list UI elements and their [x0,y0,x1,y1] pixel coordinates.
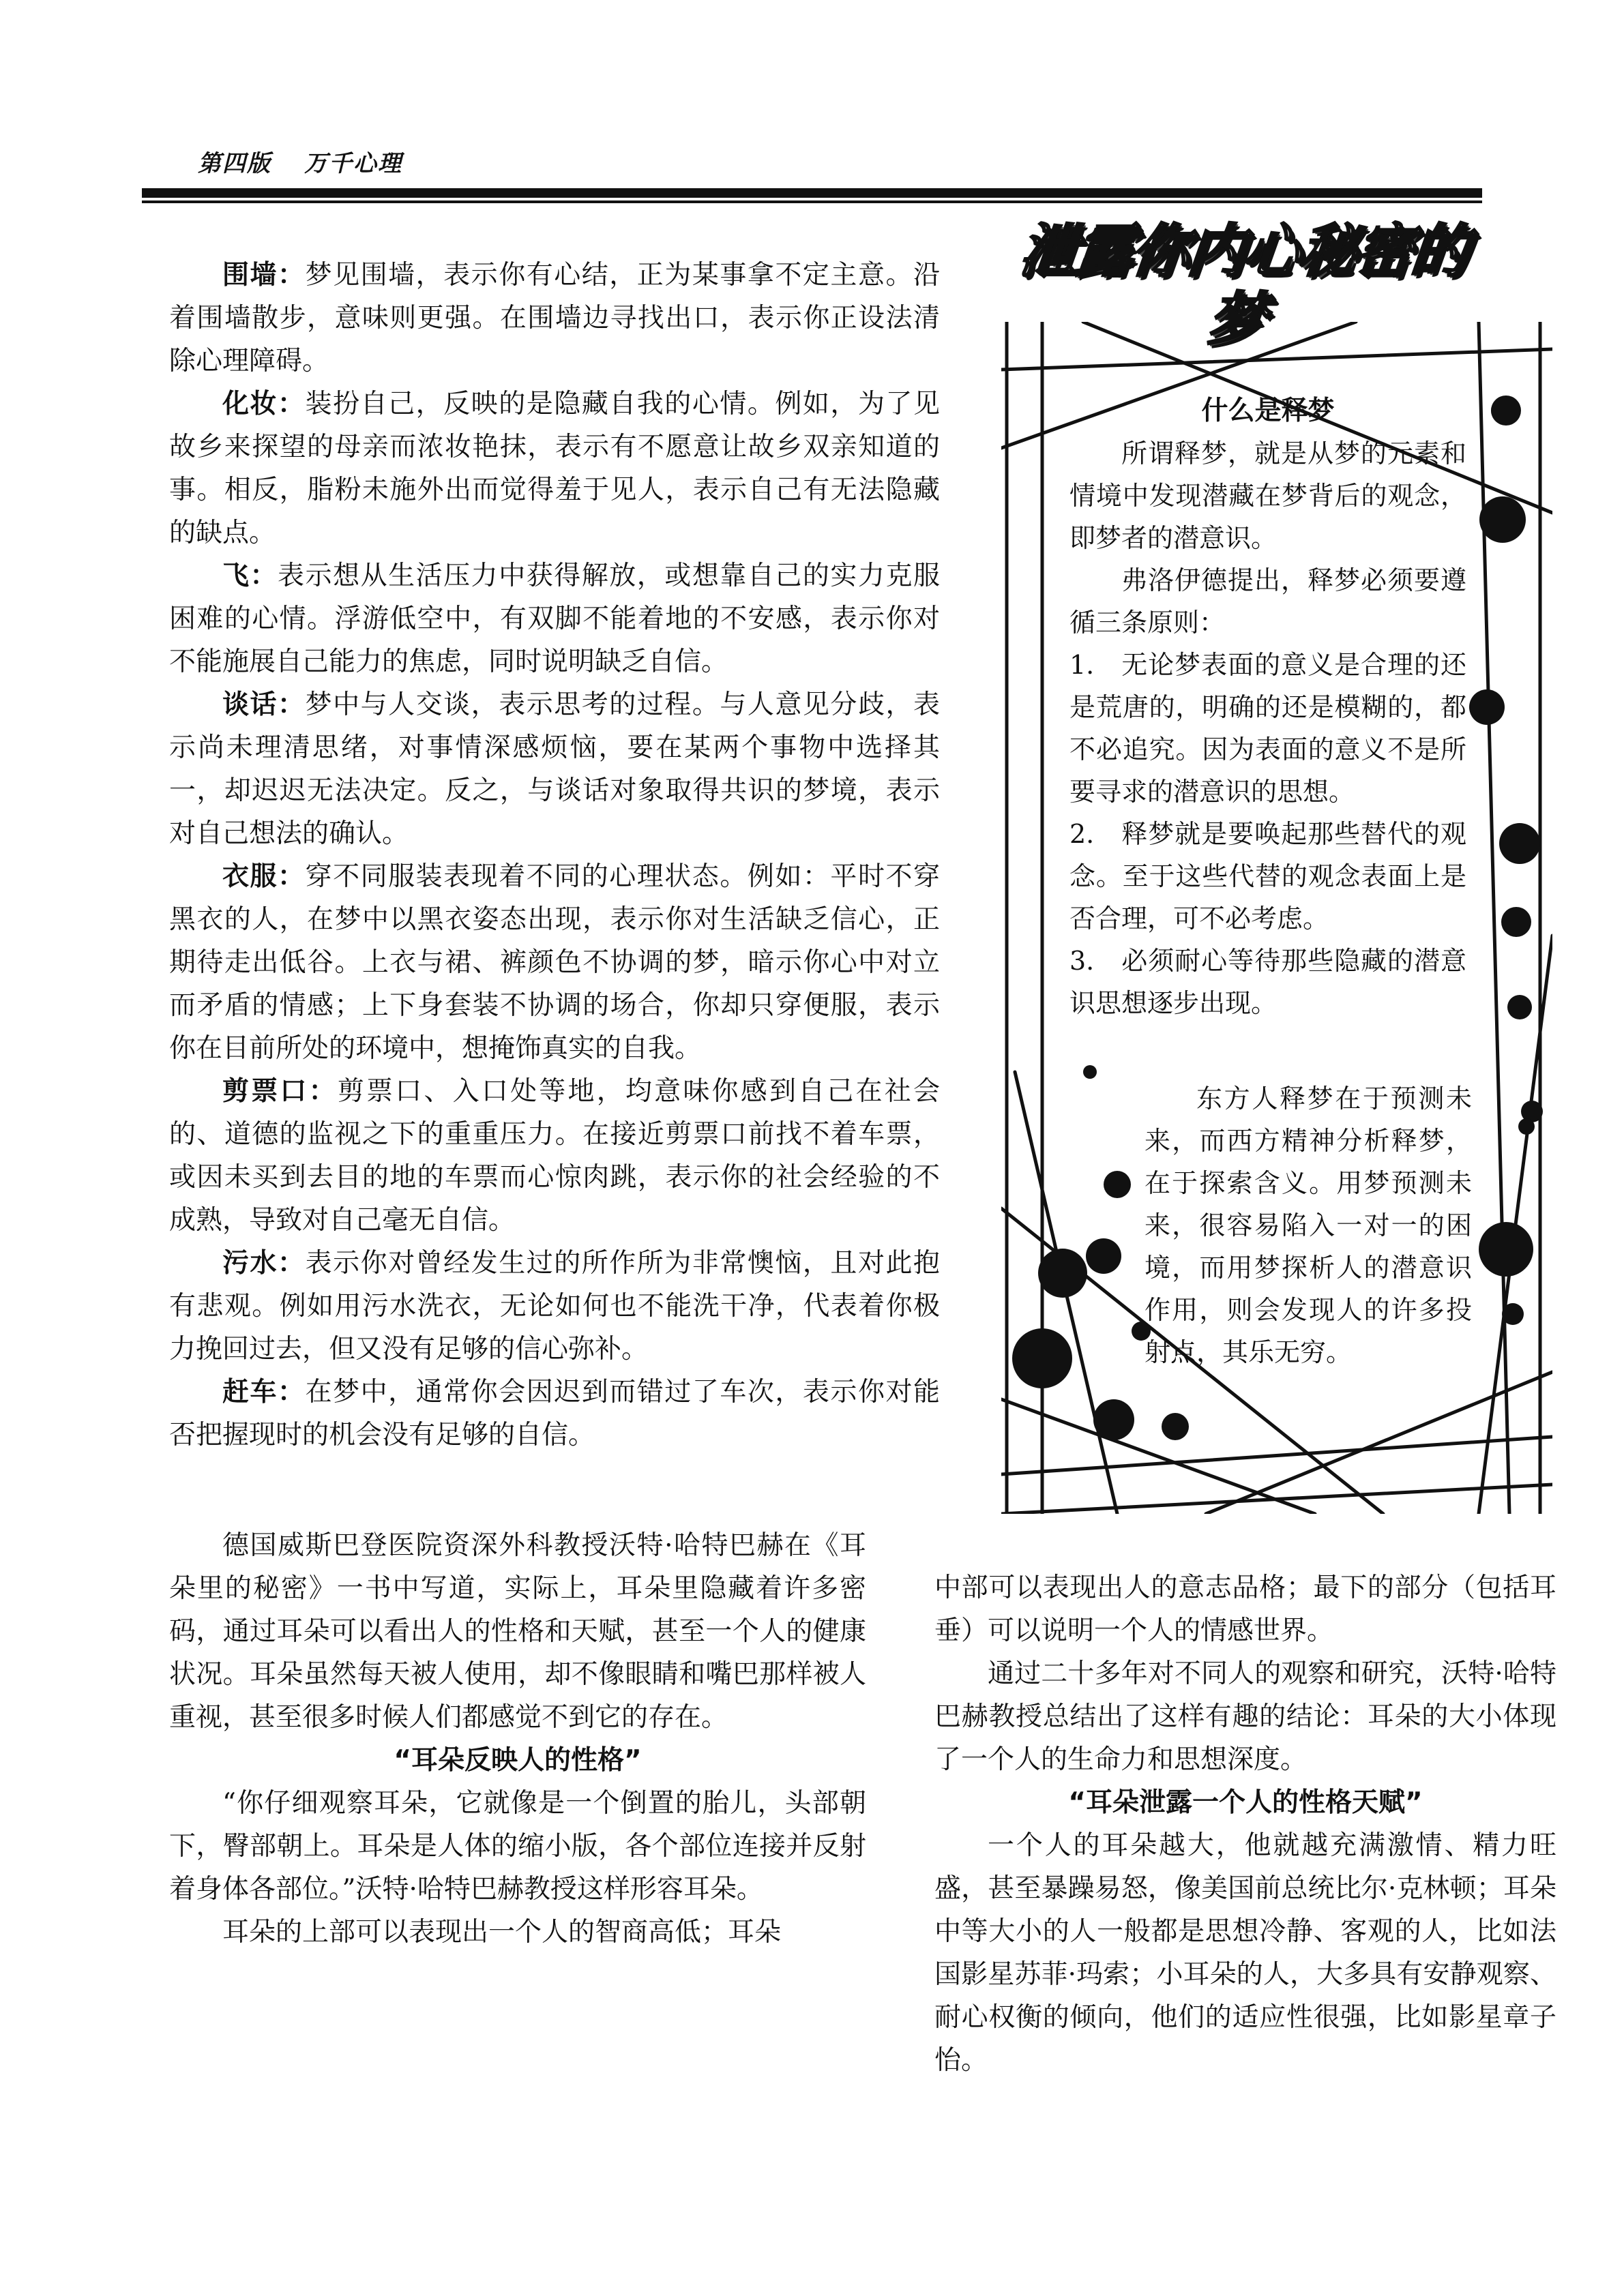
dream-term: 衣服： [222,861,306,892]
dream-entry [169,1070,940,1242]
sidebar-heading: 什么是释梦 [1201,396,1335,426]
dream-term: 飞： [222,561,278,591]
header-rule-thin [142,200,1482,203]
dream-dictionary [169,254,940,1457]
dream-entry [169,855,940,1070]
dream-term: 赶车： [222,1377,306,1407]
dream-entry [169,254,940,383]
edition-label: 第四版 [198,150,271,177]
dream-entry [169,683,940,855]
dream-term: 剪票口： [222,1076,338,1107]
dream-entry [169,1242,940,1371]
sidebar-freud: 弗洛伊德提出，释梦必须要遵循三条原则： [1069,565,1466,638]
dream-entry [169,554,940,683]
dream-text: 表示想从生活压力中获得解放，或想靠自己的实力克服困难的心情。浮游低空中，有双脚不能着地的不安感，表示你对不能施展自己能力的焦虑，同时说明缺乏自信。 [169,561,940,677]
ear-conclusion: 通过二十多年对不同人的观察和研究，沃特·哈特巴赫教授总结出了这样有趣的结论：耳朵的大小体现了一个人的生命力和思想深度。 [934,1658,1556,1775]
sidebar-east-west-text: 东方人释梦在于预测未来，而西方精神分析释梦，在于探索含义。用梦预测未来，很容易陷入一对一的困境，而用梦探析人的潜意识作用，则会发现人的许多投射点，其乐无穷。 [1145,1084,1472,1367]
sidebar-east-west [1145,1077,1472,1373]
ear-size-text: 一个人的耳朵越大，他就越充满激情、精力旺盛，甚至暴躁易怒，像美国前总统比尔·克林顿；耳朵中等大小的人一般都是思想冷静、客观的人，比如法国影星苏菲·玛索；小耳朵的人，大多具有安静观察、耐心权衡的倾向，他们的适应性很强，比如影星章子怡。 [934,1830,1556,2076]
dream-term: 围墙： [222,260,306,290]
dream-text: 装扮自己，反映的是隐藏自我的心情。例如，为了见故乡来探望的母亲而浓妆艳抹，表示有不愿意让故乡双亲知道的事。相反，脂粉未施外出而觉得羞于见人，表示自己有无法隐藏的缺点。 [169,389,940,548]
page-header [198,145,435,178]
column-label: 万千心理 [304,150,402,177]
dream-entry [169,1371,940,1457]
ear-article-left [169,1524,866,1954]
ear-heading-personality: “耳朵反映人的性格” [394,1745,642,1776]
dream-text: 梦中与人交谈，表示思考的过程。与人意见分歧，表示尚未理清思绪，对事情深感烦恼，要在某两个事物中选择其一，却迟迟无法决定。反之，与谈话对象取得共识的梦境，表示对自己想法的确认。 [169,689,940,849]
sidebar-main-text [1069,390,1466,1024]
dream-entry [169,383,940,554]
dream-term: 化妆： [222,389,306,419]
dream-term: 谈话： [222,689,306,720]
dream-text: 穿不同服装表现着不同的心理状态。例如：平时不穿黑衣的人，在梦中以黑衣姿态出现，表示你对生活缺乏信心，正期待走出低谷。上衣与裙、裤颜色不协调的梦，暗示你心中对立而矛盾的情感；上下身套装不协调的场合，你却只穿便服，表示你在目前所处的环境中，想掩饰真实的自我。 [169,861,940,1064]
ear-article-right [934,1566,1556,2082]
dream-text: 梦见围墙，表示你有心结，正为某事拿不定主意。沿着围墙散步，意味则更强。在围墙边寻找出口，表示你正设法清除心理障碍。 [169,260,940,376]
ear-parts-continued: 中部可以表现出人的意志品格；最下的部分（包括耳垂）可以说明一个人的情感世界。 [934,1572,1556,1646]
sidebar-rule-3: 3. 必须耐心等待那些隐藏的潜意识思想逐步出现。 [1069,946,1466,1018]
ear-parts-start: 耳朵的上部可以表现出一个人的智商高低；耳朵 [222,1917,782,1948]
sidebar-rule-1: 1. 无论梦表面的意义是合理的还是荒唐的，明确的还是模糊的，都不必追究。因为表面的意义不是所要寻求的潜意识的思想。 [1069,650,1466,807]
ear-intro: 德国威斯巴登医院资深外科教授沃特·哈特巴赫在《耳朵里的秘密》一书中写道，实际上，耳朵里隐藏着许多密码，通过耳朵可以看出人的性格和天赋，甚至一个人的健康状况。耳朵虽然每天被人使用，却不像眼睛和嘴巴那样被人重视，甚至很多时候人们都感觉不到它的存在。 [169,1530,866,1733]
dream-text: 在梦中，通常你会因迟到而错过了车次，表示你对能否把握现时的机会没有足够的自信。 [169,1377,940,1450]
sidebar-box [1001,322,1552,1514]
ear-heading-talent: “耳朵泄露一个人的性格天赋” [1068,1787,1423,1818]
header-rule [142,188,1482,198]
feature-title: 泄露你内心秘密的梦 [1016,218,1471,353]
dream-term: 污水： [222,1248,306,1279]
sidebar-rule-2: 2. 释梦就是要唤起那些替代的观念。至于这些代替的观念表面上是否合理，可不必考虑。 [1069,819,1466,934]
ear-quote: “你仔细观察耳朵，它就像是一个倒置的胎儿，头部朝下，臀部朝上。耳朵是人体的缩小版，各个部位连接并反射着身体各部位。”沃特·哈特巴赫教授这样形容耳朵。 [169,1788,866,1905]
dream-text: 表示你对曾经发生过的所作所为非常懊恼，且对此抱有悲观。例如用污水洗衣，无论如何也不能洗干净，代表着你极力挽回过去，但又没有足够的信心弥补。 [169,1248,940,1365]
dream-text: 剪票口、入口处等地，均意味你感到自己在社会的、道德的监视之下的重重压力。在接近剪票口前找不着车票，或因未买到去目的地的车票而心惊肉跳，表示你的社会经验的不成熟，导致对自己毫无自信。 [169,1076,940,1236]
sidebar-intro: 所谓释梦，就是从梦的元素和情境中发现潜藏在梦背后的观念，即梦者的潜意识。 [1069,438,1466,553]
